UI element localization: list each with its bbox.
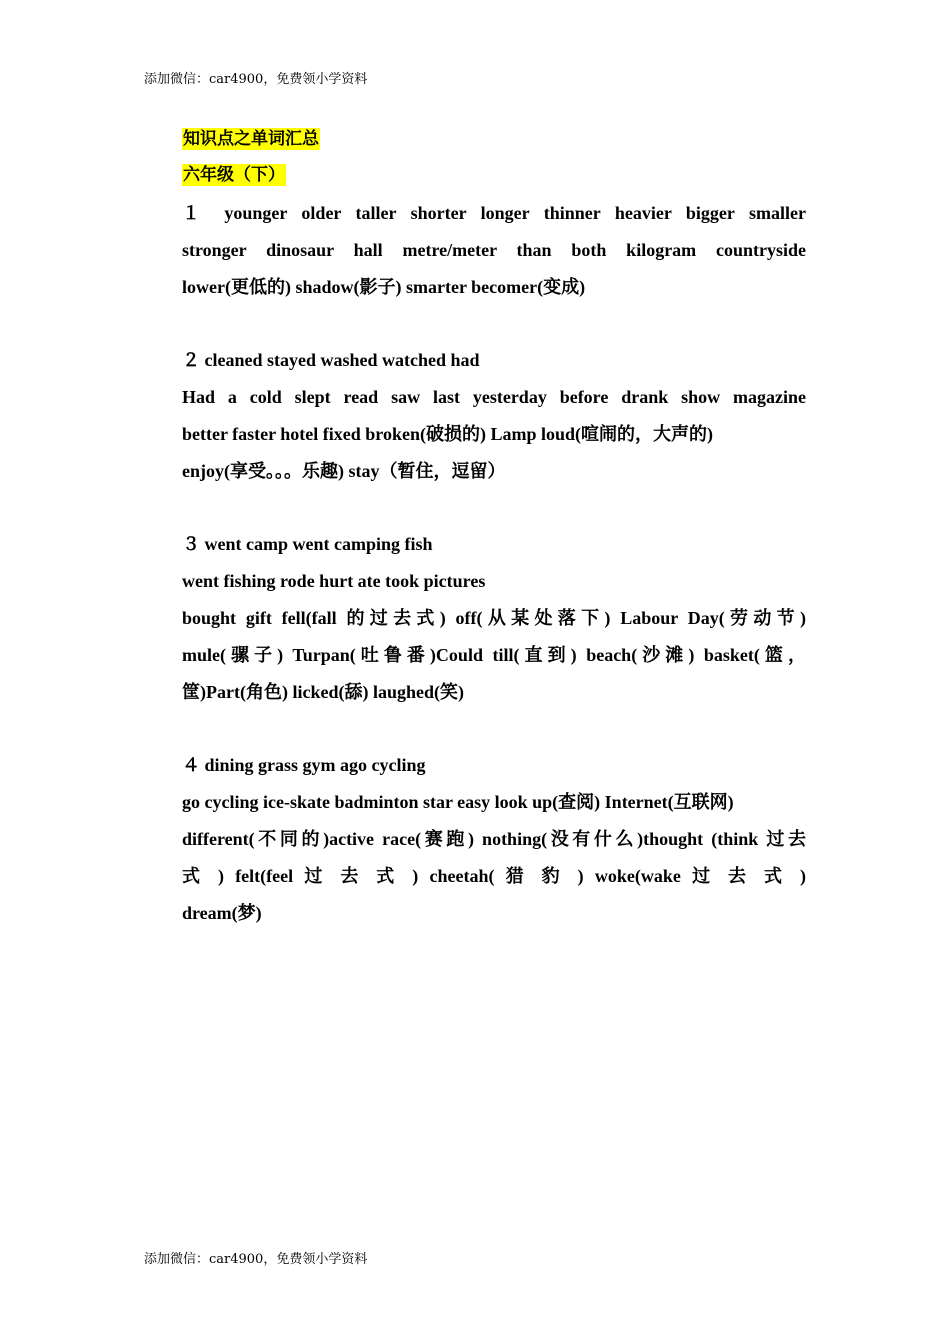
unit-3-line-3: bought gift fell(fall 的过去式) off(从某处落下) Labour Day(劳动节) xyxy=(182,608,806,628)
page-header: 添加微信：car4900，免费领小学资料 xyxy=(144,72,368,87)
unit-3-line-2: went fishing rode hurt ate took pictures xyxy=(182,571,486,591)
unit-1-line-3: lower(更低的) shadow(影子) smarter becomer(变成) xyxy=(182,277,586,297)
spacer xyxy=(182,490,806,526)
unit-3 xyxy=(182,526,806,711)
unit-1-line-1: １ younger older taller shorter longer thinner heavier bigger smaller xyxy=(182,203,806,223)
document-title: 知识点之单词汇总 xyxy=(183,129,319,149)
unit-4-line-5: dream(梦) xyxy=(182,903,262,923)
page-footer: 添加微信：car4900，免费领小学资料 xyxy=(144,1252,368,1267)
unit-4-line-1: ４ dining grass gym ago cycling xyxy=(182,755,426,775)
unit-2-line-2: Had a cold slept read saw last yesterday before drank show magazine xyxy=(182,387,806,407)
title-line xyxy=(182,123,806,159)
unit-2-line-4: enjoy(享受。。。乐趣) stay（暂住，逗留） xyxy=(182,461,506,481)
unit-3-line-5: 筐)Part(角色) licked(舔) laughed(笑) xyxy=(182,682,464,702)
unit-4-line-4: 式 ) felt(feel 过 去 式 ) cheetah( 猎 豹 ) woke(wake 过 去 式 ) xyxy=(182,866,806,886)
unit-3-line-1: ３ went camp went camping fish xyxy=(182,534,433,554)
unit-4-line-2: go cycling ice-skate badminton star easy look up(查阅) Internet(互联网) xyxy=(182,792,734,812)
spacer xyxy=(182,306,806,342)
unit-4-line-3: different(不同的)active race(赛跑) nothing(没有什么)thought (think 过去 xyxy=(182,829,806,849)
unit-3-line-4: mule(骡子) Turpan(吐鲁番)Could till(直到) beach(沙滩) basket(篮， xyxy=(182,645,806,665)
grade-line xyxy=(182,159,806,195)
unit-1-line-2: stronger dinosaur hall metre/meter than both kilogram countryside xyxy=(182,240,806,260)
unit-2-line-1: ２ cleaned stayed washed watched had xyxy=(182,350,480,370)
unit-2-line-3: better faster hotel fixed broken(破损的) Lamp loud(喧闹的，大声的) xyxy=(182,424,713,444)
document-body xyxy=(182,123,806,932)
grade-label: 六年级（下） xyxy=(183,165,285,185)
unit-2 xyxy=(182,342,806,490)
unit-4 xyxy=(182,747,806,932)
unit-1 xyxy=(182,195,806,306)
spacer xyxy=(182,711,806,747)
